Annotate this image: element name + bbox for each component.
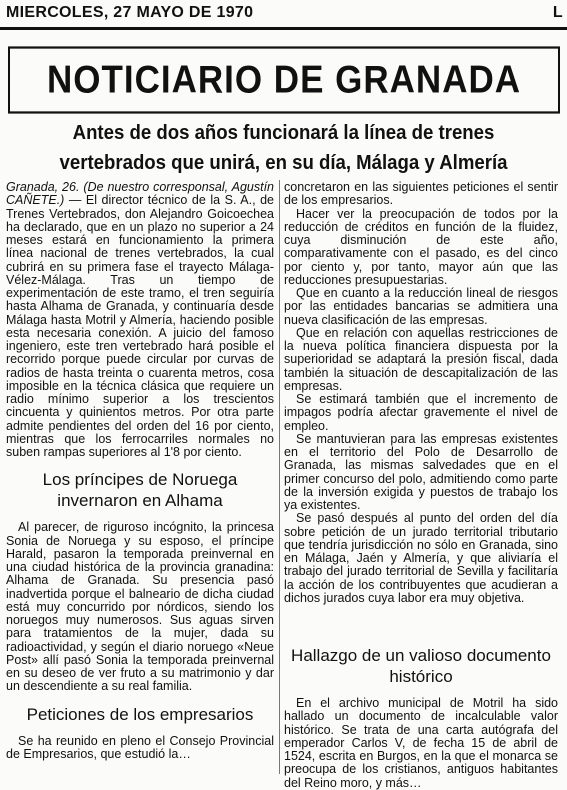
date-line: MIERCOLES, 27 MAYO DE 1970 [6,4,254,21]
story-princes: Al parecer, de riguroso incógnito, la princesa Sonia de Noruega y su esposo, el príncipe Harald, pasaron la temporada preinvernal en una ciudad histórica de la provincia granadina: Alhama de Granada. Su presencia pasó inadvertida porque el balneario de dicha ciudad está muy concurrido por nórdicos, siendo los noruegos muy numerosos. Sus aguas sirven para tratamientos de la mujer, dada su radioactividad, y según el diario noruego «Neue Post» allí pasó Sonia la temporada preinvernal en su deseo de ver fruto a su matrimonio y dar un descendiente a su real familia. [6,520,274,694]
column-divider [279,180,280,774]
right-paragraph: Se mantuvieran para las empresas existentes en el territorio del Polo de Desarrollo de Granada, las mismas salvedades que en el primer concurso del polo, admitiendo como parte de la inversión exigida y puestos de trabajo los ya existentes. [284,431,558,512]
left-column [6,181,274,761]
right-paragraph: concretaron en las siguientes peticiones el sentir de los empresarios. [284,180,558,208]
lead-paragraph [6,181,274,459]
header-rule [0,27,567,30]
masthead-title: NOTICIARIO DE GRANADA [8,46,560,113]
subhead-hallazgo: Hallazgo de un valioso documento histórico [291,646,551,686]
subhead-empresarios: Peticiones de los empresarios [26,704,254,724]
story-empresarios: Se ha reunido en pleno el Consejo Provincial de Empresarios, que estudió la… [6,733,274,761]
subhead-princes: Los príncipes de Noruega invernaron en Alhama [42,470,238,511]
story-hallazgo: En el archivo municipal de Motril ha sido hallado un documento de incalculable valor histórico. Se trata de una carta autógrafa del emperador Carlos V, de fecha 15 de abril de 1524, escrita en Burgos, en la que el monarca se preocupa de los cristianos, antiguos habitantes del Reino moro, y más… [284,696,558,790]
right-paragraph: Se pasó después al punto del orden del día sobre petición de un jurado territorial tributario que tendría jurisdicción no sólo en Granada, sino en Málaga, Jaén y Almería, y que aliviaría el trabajo del jurado territorial de Sevilla y facilitaría la acción de los contribuyentes que acudieran a dichos jurados cuya labor era muy objetiva. [284,511,558,605]
article-headline: Antes de dos años funcionará la línea de trenes vertebrados que unirá, en su día, Málaga y Almería [59,122,508,174]
lead-text: — El director técnico de la S. A., de Trenes Vertebrados, don Alejandro Goicoechea ha declarado, que en un plazo no superior a 24 meses estará en funcionamiento la primera línea nacional de trenes vertebrados, la cual cubrirá en su primera fase el trayecto Málaga-Vélez-Málaga. Tras un tiempo de experimentación de este tramo, el tren seguiría hasta Alhama de Granada, y continuaría desde Málaga hasta Motril y Almería, haciendo posible esta necesaria conexión. A juicio del famoso ingeniero, este tren vertebrado hará posible el recorrido porque puede circular por curvas de radios de hasta treinta o cuarenta metros, cosa imposible en la técnica clásica que requiere un radio mínimo superior a los trescientos cincuenta y quinientos metros. Por otra parte admite pendientes del orden del 16 por ciento, mientras que los ferrocarriles normales no suben rampas superiores al 1'8 por ciento. [6,193,274,459]
edge-letter: L [552,4,563,21]
right-paragraph: Que en relación con aquellas restricciones de la nueva política financiera dispuesta por la superioridad se adaptará la presión fiscal, dada también la situación de descapitalización de las empresas. [284,325,558,393]
right-column [284,181,558,790]
right-paragraph: Que en cuanto a la reducción lineal de riesgos por las entidades bancarias se admitiera una nueva clasificación de las empresas. [284,286,558,327]
page-header [6,4,563,24]
right-paragraph: Se estimará también que el incremento de impagos podría afectar gravemente el nivel de empleo. [284,392,558,433]
dateline: Granada, 26. (De nuestro corresponsal, Agustín CAÑETE.) [6,180,274,208]
right-paragraph: Hacer ver la preocupación de todos por la reducción de créditos en función de la fluidez, cuya disminución de este año, comparativamente con el pasado, es del cinco por ciento y, por tanto, mayor aún que las reducciones presupuestarias. [284,206,558,287]
